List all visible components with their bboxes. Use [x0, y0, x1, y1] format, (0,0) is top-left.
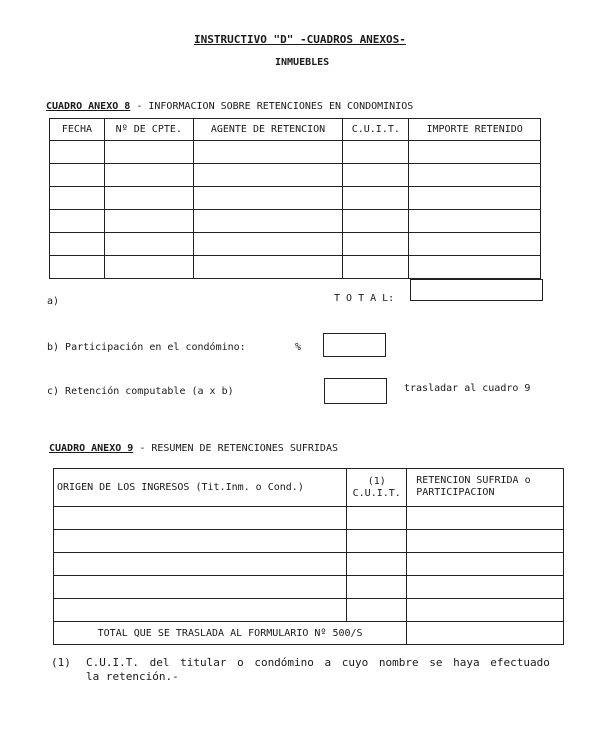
table-cell[interactable] — [54, 553, 347, 576]
column-header-cuit: C.U.I.T. — [343, 119, 409, 141]
table-cell[interactable] — [104, 256, 193, 279]
cuadro8-table — [49, 118, 541, 279]
table-cell[interactable] — [193, 210, 343, 233]
column-header-importe: IMPORTE RETENIDO — [409, 119, 541, 141]
table-cell[interactable] — [104, 187, 193, 210]
total-label: T O T A L: — [334, 293, 395, 304]
column-header-cuit — [347, 469, 407, 507]
table-row — [54, 576, 564, 599]
trasladar-note: trasladar al cuadro 9 — [404, 383, 531, 394]
table-cell[interactable] — [407, 530, 564, 553]
table-cell[interactable] — [343, 210, 409, 233]
retencion-computable-field[interactable] — [324, 378, 387, 404]
column-header-agente: AGENTE DE RETENCION — [193, 119, 343, 141]
table-cell[interactable] — [347, 553, 407, 576]
table-cell[interactable] — [409, 233, 541, 256]
column-header-origen: ORIGEN DE LOS INGRESOS (Tit.Inm. o Cond.) — [54, 469, 347, 507]
cuadro8-heading — [46, 101, 413, 112]
table-row — [54, 553, 564, 576]
item-a-label: a) — [47, 296, 60, 307]
table-cell[interactable] — [347, 599, 407, 622]
table-row — [50, 233, 541, 256]
table-row — [54, 530, 564, 553]
table-cell[interactable] — [50, 210, 105, 233]
table-cell[interactable] — [409, 164, 541, 187]
table-cell[interactable] — [343, 141, 409, 164]
table-cell[interactable] — [409, 256, 541, 279]
table-row — [54, 507, 564, 530]
table-row — [54, 599, 564, 622]
footnote-line1: C.U.I.T. del titular o condómino a cuyo nombre se haya efectuado — [86, 656, 550, 669]
total-row-label: TOTAL QUE SE TRASLADA AL FORMULARIO Nº 500/S — [54, 622, 407, 645]
table-cell[interactable] — [343, 233, 409, 256]
table-cell[interactable] — [343, 164, 409, 187]
document-title: INSTRUCTIVO "D" -CUADROS ANEXOS- — [194, 33, 406, 46]
table-cell[interactable] — [193, 187, 343, 210]
cuadro9-table — [53, 468, 564, 645]
cuit-footnote-ref: (1) — [367, 475, 386, 487]
table-cell[interactable] — [409, 141, 541, 164]
table-row — [50, 210, 541, 233]
footnote-marker: (1) — [51, 656, 71, 669]
total-row — [54, 622, 564, 645]
item-b-label: b) Participación en el condómino: — [47, 342, 246, 353]
column-header-comprobante: Nº DE CPTE. — [104, 119, 193, 141]
cuadro8-heading-label: CUADRO ANEXO 8 — [46, 101, 131, 112]
cuadro9-heading-label: CUADRO ANEXO 9 — [49, 443, 134, 454]
table-row — [50, 164, 541, 187]
table-cell[interactable] — [104, 164, 193, 187]
cuadro9-heading-text: - RESUMEN DE RETENCIONES SUFRIDAS — [133, 443, 338, 454]
table-cell[interactable] — [343, 187, 409, 210]
table-cell[interactable] — [407, 599, 564, 622]
participacion-field[interactable] — [323, 333, 386, 357]
table-row — [50, 141, 541, 164]
table-cell[interactable] — [104, 233, 193, 256]
document-subtitle: INMUEBLES — [275, 57, 330, 68]
table-cell[interactable] — [50, 187, 105, 210]
cuadro8-heading-text: - INFORMACION SOBRE RETENCIONES EN CONDOMINIOS — [130, 101, 414, 112]
table-row — [50, 256, 541, 279]
total-importe-field[interactable] — [410, 279, 543, 301]
table-cell[interactable] — [193, 256, 343, 279]
percent-unit: % — [295, 342, 302, 353]
cuadro8-header-row — [50, 119, 541, 141]
table-cell[interactable] — [54, 576, 347, 599]
table-cell[interactable] — [104, 210, 193, 233]
table-cell[interactable] — [104, 141, 193, 164]
retencion-header-line2: PARTICIPACION — [416, 487, 495, 498]
column-header-fecha: FECHA — [50, 119, 105, 141]
retencion-header-line1: RETENCION SUFRIDA o — [416, 475, 531, 486]
table-cell[interactable] — [54, 599, 347, 622]
table-cell[interactable] — [407, 553, 564, 576]
item-c-label: c) Retención computable (a x b) — [47, 386, 234, 397]
table-cell[interactable] — [54, 507, 347, 530]
table-cell[interactable] — [193, 141, 343, 164]
column-header-retencion — [407, 469, 564, 507]
table-cell[interactable] — [343, 256, 409, 279]
total-row-value[interactable] — [407, 622, 564, 645]
table-cell[interactable] — [407, 507, 564, 530]
table-cell[interactable] — [193, 164, 343, 187]
table-cell[interactable] — [347, 530, 407, 553]
table-cell[interactable] — [347, 576, 407, 599]
table-cell[interactable] — [347, 507, 407, 530]
table-cell[interactable] — [50, 164, 105, 187]
table-cell[interactable] — [54, 530, 347, 553]
table-row — [50, 187, 541, 210]
table-cell[interactable] — [407, 576, 564, 599]
table-cell[interactable] — [409, 210, 541, 233]
table-cell[interactable] — [409, 187, 541, 210]
table-cell[interactable] — [50, 233, 105, 256]
cuadro9-heading — [49, 443, 338, 454]
table-cell[interactable] — [50, 141, 105, 164]
table-cell[interactable] — [193, 233, 343, 256]
table-cell[interactable] — [50, 256, 105, 279]
footnote-line2: la retención.- — [86, 670, 179, 683]
cuit-header-label: C.U.I.T. — [352, 487, 401, 499]
cuadro9-header-row — [54, 469, 564, 507]
